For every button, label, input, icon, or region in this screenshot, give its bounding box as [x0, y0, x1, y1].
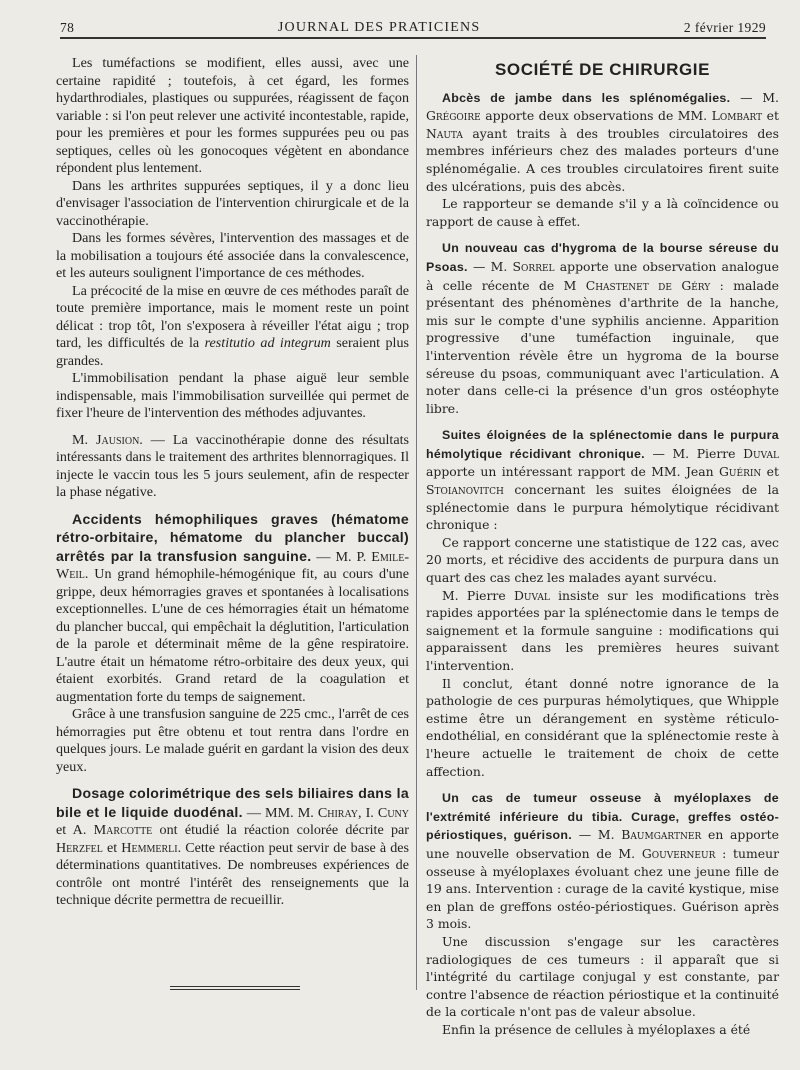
- section-heading: Accidents hémophiliques graves (hématome rétro-orbitaire, hématome du plancher buccal) arrêtés par la transfusion sanguine.: [56, 510, 409, 564]
- header-rule: [60, 37, 766, 39]
- section-heading: Abcès de jambe dans les splénomégalies.: [442, 90, 731, 105]
- end-rule: [170, 986, 300, 992]
- section-paragraph: Un cas de tumeur osseuse à myéloplaxes de l'extrémité inférieure du tibia. Curage, greffes ostéo-périostiques, guérison. — M. Baumgartner en apporte une nouvelle observation de M. Gouverneur : tumeur osseuse à myéloplaxes évoluant chez une jeune fille de 19 ans. Intervention : curage de la cavité kystique, mise en plan de greffons ostéo-périostiques. Guérison après 3 mois.: [426, 791, 780, 932]
- paragraph: L'immobilisation pendant la phase aiguë leur semble indispensable, mais l'immobilisation surveillée qui permet de fixer l'heure de l'intervention des méthodes adjuvantes.: [56, 370, 409, 421]
- journal-title: JOURNAL DES PRATICIENS: [277, 20, 481, 35]
- left-column: [56, 55, 409, 910]
- paragraph: M. Jausion. — La vaccinothérapie donne des résultats intéressants dans le traitement des arthrites blennorragiques. Il injecte le vaccin tous les 5 jours seulement, afin de respecter la phase négative.: [56, 431, 409, 500]
- author-name: Marcotte: [93, 822, 153, 838]
- paragraph: Le rapporteur se demande s'il y a là coïncidence ou rapport de cause à effet.: [426, 196, 779, 229]
- running-header: [60, 14, 766, 36]
- society-title: SOCIÉTÉ DE CHIRURGIE: [494, 60, 711, 79]
- column-divider: [416, 55, 417, 990]
- author-name: Cuny: [377, 804, 409, 821]
- section-paragraph: Abcès de jambe dans les splénomégalies. — M. Grégoire apporte deux observations de MM. Lombart et Nauta ayant traits à des troubles circulatoires des membres inférieurs chez des malades porteurs d'une splénomégalie. A ces troubles circulatoires firent suite des ulcérations, puis des abcès.: [426, 89, 779, 194]
- section-paragraph: Accidents hémophiliques graves (hématome rétro-orbitaire, hématome du plancher buccal) arrêtés par la transfusion sanguine. — M. P. Emile-Weil. Un grand hémophile-hémogénique fit, au cours d'une grippe, deux hémorragies graves et spontanées à localisations exceptionnelles. L'une de ces hémorragies était un hématome du plancher buccal, qui empêchait la déglutition, l'articulation de la parole et déterminait même de la gêne respiratoire. L'autre était un hématome rétro-orbitaire des deux yeux, qui étaient exorbités. Grand retard de la coagulation et augmentation forte du temps de saignement.: [56, 510, 410, 705]
- author-name: Hemmerli: [121, 839, 178, 856]
- section-paragraph: Dosage colorimétrique des sels biliaires dans la bile et le liquide duodénal. — MM. M. Chiray, I. Cuny et A. Marcotte ont étudié la réaction colorée décrite par Herzfel et Hemmerli. Cette réaction peut servir de base à des déterminations quantitatives. De nombreuses expériences de contrôle ont montré l'intérêt des renseignements que la technique décrite permettra de recueillir.: [56, 785, 409, 908]
- paragraph: Les tuméfactions se modifient, elles aussi, avec une certaine rapidité ; toutefois, à cet égard, les formes hydarthrodiales, plastiques ou suppurées, réagissent de façon variable : si l'on peut relever une activité incontestable, rapide, pour les premières et pour les formes suppurées peu ou pas septiques, celles où les gonocoques végètent en abondance répondent plus lentement.: [56, 55, 409, 176]
- paragraph: Dans les arthrites suppurées septiques, il y a donc lieu d'envisager l'association de l'intervention chirurgicale et de la vaccinothérapie.: [56, 177, 409, 229]
- right-column: [426, 55, 779, 1038]
- author-name: M. Jausion.: [72, 431, 143, 448]
- section-heading: Suites éloignées de la splénectomie dans le purpura hémolytique récidivant chronique.: [426, 428, 779, 461]
- author-name: Chiray: [317, 804, 359, 821]
- section-paragraph: Un nouveau cas d'hygroma de la bourse séreuse du Psoas. — M. Sorrel apporte une observation analogue à celle récente de M Chastenet de Géry : malade présentant des phénomènes d'arthrite de la hanche, mis sur le compte d'une syphilis ancienne. Apparition progressive d'une tuméfaction inguinale, que l'intervention révèle être un hygroma de la bourse séreuse du psoas, communiquant avec l'articulation. A noter dans celle-ci la présence d'un gros ostéophyte libre.: [426, 241, 779, 416]
- paragraph: Une discussion s'engage sur les caractères radiologiques de ces tumeurs : il apparaît que si l'intégrité du cartilage conjugal y est constante, par contre l'absence de réaction périostique et la continuité de la corticale n'ont pas de valeur absolue.: [426, 933, 779, 1020]
- paragraph: Il conclut, étant donné notre ignorance de la pathologie de ces purpuras hémolytiques, que Whipple estime être un dérangement en système réticulo-endothélial, en considérant que la splénectomie reste à l'heure actuelle le traitement de choix de cette affection.: [426, 675, 779, 779]
- author-name: Emile-Weil: [56, 548, 410, 582]
- section-heading: Un cas de tumeur osseuse à myéloplaxes de l'extrémité inférieure du tibia. Curage, greffes ostéo-périostiques, guérison.: [426, 791, 779, 843]
- paragraph: Enfin la présence de cellules à myéloplaxes a été: [442, 1021, 751, 1037]
- issue-date: 2 février 1929: [683, 20, 766, 35]
- page-number: 78: [60, 20, 75, 35]
- paragraph: M. Pierre Duval insiste sur les modifications très rapides apportées par la splénectomie dans le temps de saignement et la formule sanguine : modifications qui apparaissent dans les premières heures suivant l'intervention.: [426, 587, 779, 673]
- paragraph: Grâce à une transfusion sanguine de 225 cmc., l'arrêt de ces hémorragies put être obtenu et tout rentra dans l'ordre en quelques jours. Le malade guérit en gardant la vision des deux yeux.: [56, 706, 409, 775]
- paragraph: Dans les formes sévères, l'intervention des massages et de la mobilisation a toujours été associée dans la convalescence, et les auteurs soulignent l'importance de ces méthodes.: [56, 230, 409, 281]
- section-heading: Un nouveau cas d'hygroma de la bourse séreuse du Psoas.: [426, 241, 779, 274]
- paragraph: Ce rapport concerne une statistique de 122 cas, avec 20 morts, et récidive des accidents de purpura dans un quart des cas chez les malades ayant survécu.: [426, 534, 779, 586]
- author-name: Herzfel: [56, 839, 103, 856]
- section-paragraph: Suites éloignées de la splénectomie dans le purpura hémolytique récidivant chronique. — M. Pierre Duval apporte un intéressant rapport de MM. Jean Guérin et Stoianovitch concernant les suites éloignées de la splénectomie dans le purpura hémolytique récidivant chronique :: [426, 428, 779, 533]
- paragraph: La précocité de la mise en œuvre de ces méthodes paraît de toute première importance, mais le moment reste un point délicat : trop tôt, l'on s'exposera à réveiller l'état aigu ; trop tard, les difficultés de la restitutio ad integrum seraient plus grandes.: [56, 282, 409, 369]
- section-heading: Dosage colorimétrique des sels biliaires dans la bile et le liquide duodénal.: [56, 785, 409, 820]
